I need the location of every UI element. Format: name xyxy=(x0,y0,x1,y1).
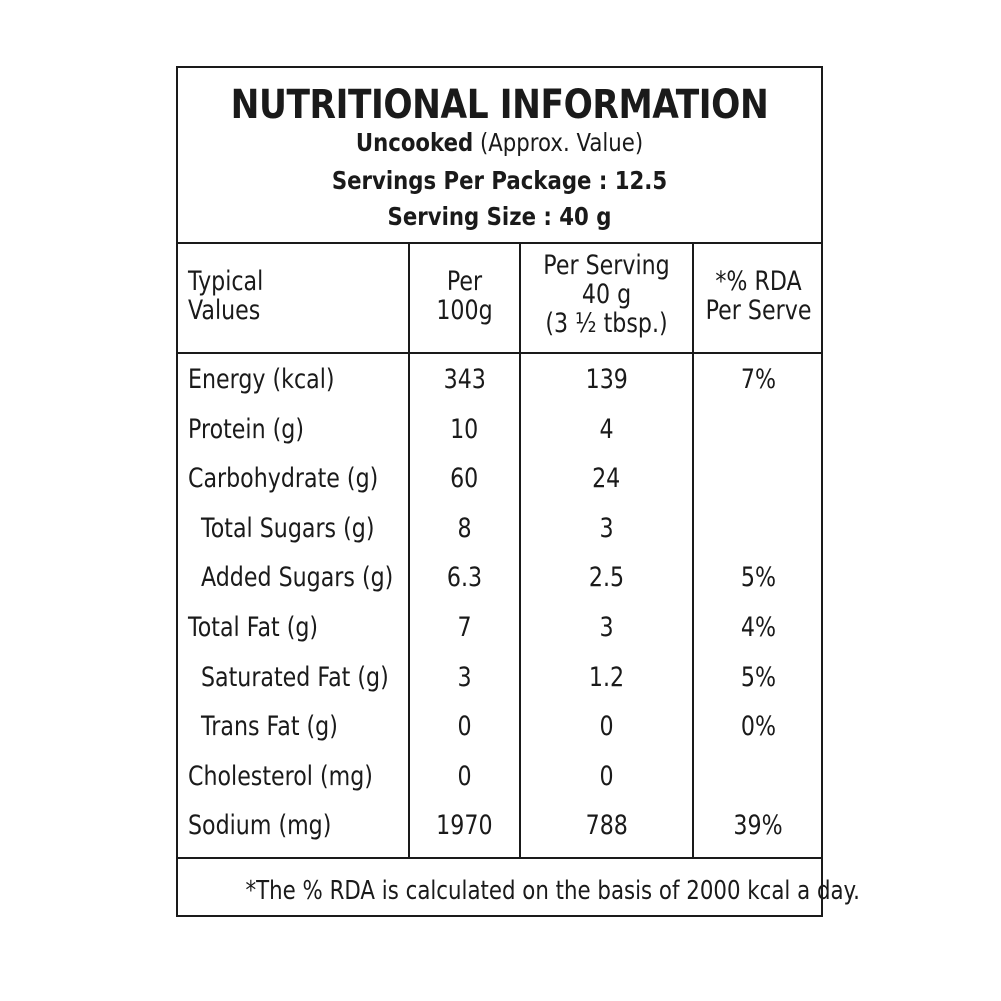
value-rda: 4% xyxy=(740,612,777,643)
value-rda: 5% xyxy=(740,662,777,693)
panel-header xyxy=(178,68,821,244)
value-per-100g: 10 xyxy=(450,414,479,445)
value-per-100g: 60 xyxy=(450,463,479,494)
state-label: Uncooked xyxy=(355,128,474,157)
value-per-100g: 8 xyxy=(457,513,472,544)
column-header-typical-values: Typical Values xyxy=(188,266,264,326)
value-per-100g: 1970 xyxy=(436,810,493,841)
header-row-divider xyxy=(178,352,821,354)
value-per-serving: 788 xyxy=(585,810,628,841)
value-per-serving: 3 xyxy=(599,612,614,643)
state-note: (Approx. Value) xyxy=(479,128,644,157)
value-rda xyxy=(694,514,823,544)
value-per-serving: 3 xyxy=(599,513,614,544)
panel-title: NUTRITIONAL INFORMATION xyxy=(230,82,769,128)
nutrient-name: Cholesterol (mg) xyxy=(188,761,373,792)
value-rda: 0% xyxy=(740,711,777,742)
nutrient-name: Carbohydrate (g) xyxy=(188,463,379,494)
value-per-serving: 139 xyxy=(585,364,628,395)
nutrient-name: Sodium (mg) xyxy=(188,810,332,841)
servings-per-package: Servings Per Package : 12.5 xyxy=(331,166,668,195)
value-per-100g: 6.3 xyxy=(446,562,483,593)
nutrient-name: Added Sugars (g) xyxy=(201,562,394,593)
nutrient-name: Total Sugars (g) xyxy=(201,513,375,544)
rda-footnote: *The % RDA is calculated on the basis of 2000 kcal a day. xyxy=(245,876,860,906)
value-per-100g: 343 xyxy=(443,364,486,395)
value-per-serving: 24 xyxy=(592,463,621,494)
nutrient-name: Energy (kcal) xyxy=(188,364,335,395)
value-rda: 39% xyxy=(733,810,784,841)
preparation-state xyxy=(226,128,773,157)
value-per-100g: 0 xyxy=(457,711,472,742)
value-per-serving: 0 xyxy=(599,761,614,792)
value-rda xyxy=(694,762,823,792)
nutrient-name: Trans Fat (g) xyxy=(201,711,338,742)
column-header-rda: *% RDA Per Serve xyxy=(705,266,812,326)
column-header-per-serving: Per Serving 40 g (3 ½ tbsp.) xyxy=(543,250,670,339)
serving-size: Serving Size : 40 g xyxy=(387,202,612,231)
footnote-divider xyxy=(178,857,821,859)
column-header-per-100g: Per 100g xyxy=(436,266,493,326)
value-rda xyxy=(694,464,823,494)
value-rda: 5% xyxy=(740,562,777,593)
value-per-100g: 0 xyxy=(457,761,472,792)
value-per-serving: 0 xyxy=(599,711,614,742)
value-per-serving: 1.2 xyxy=(588,662,625,693)
value-per-serving: 4 xyxy=(599,414,614,445)
value-per-100g: 7 xyxy=(457,612,472,643)
value-per-100g: 3 xyxy=(457,662,472,693)
nutrient-name: Saturated Fat (g) xyxy=(201,662,389,693)
nutrition-panel xyxy=(176,66,860,917)
nutrient-name: Total Fat (g) xyxy=(188,612,319,643)
value-rda: 7% xyxy=(740,364,777,395)
value-rda xyxy=(694,415,823,445)
nutrient-name: Protein (g) xyxy=(188,414,304,445)
value-per-serving: 2.5 xyxy=(588,562,625,593)
